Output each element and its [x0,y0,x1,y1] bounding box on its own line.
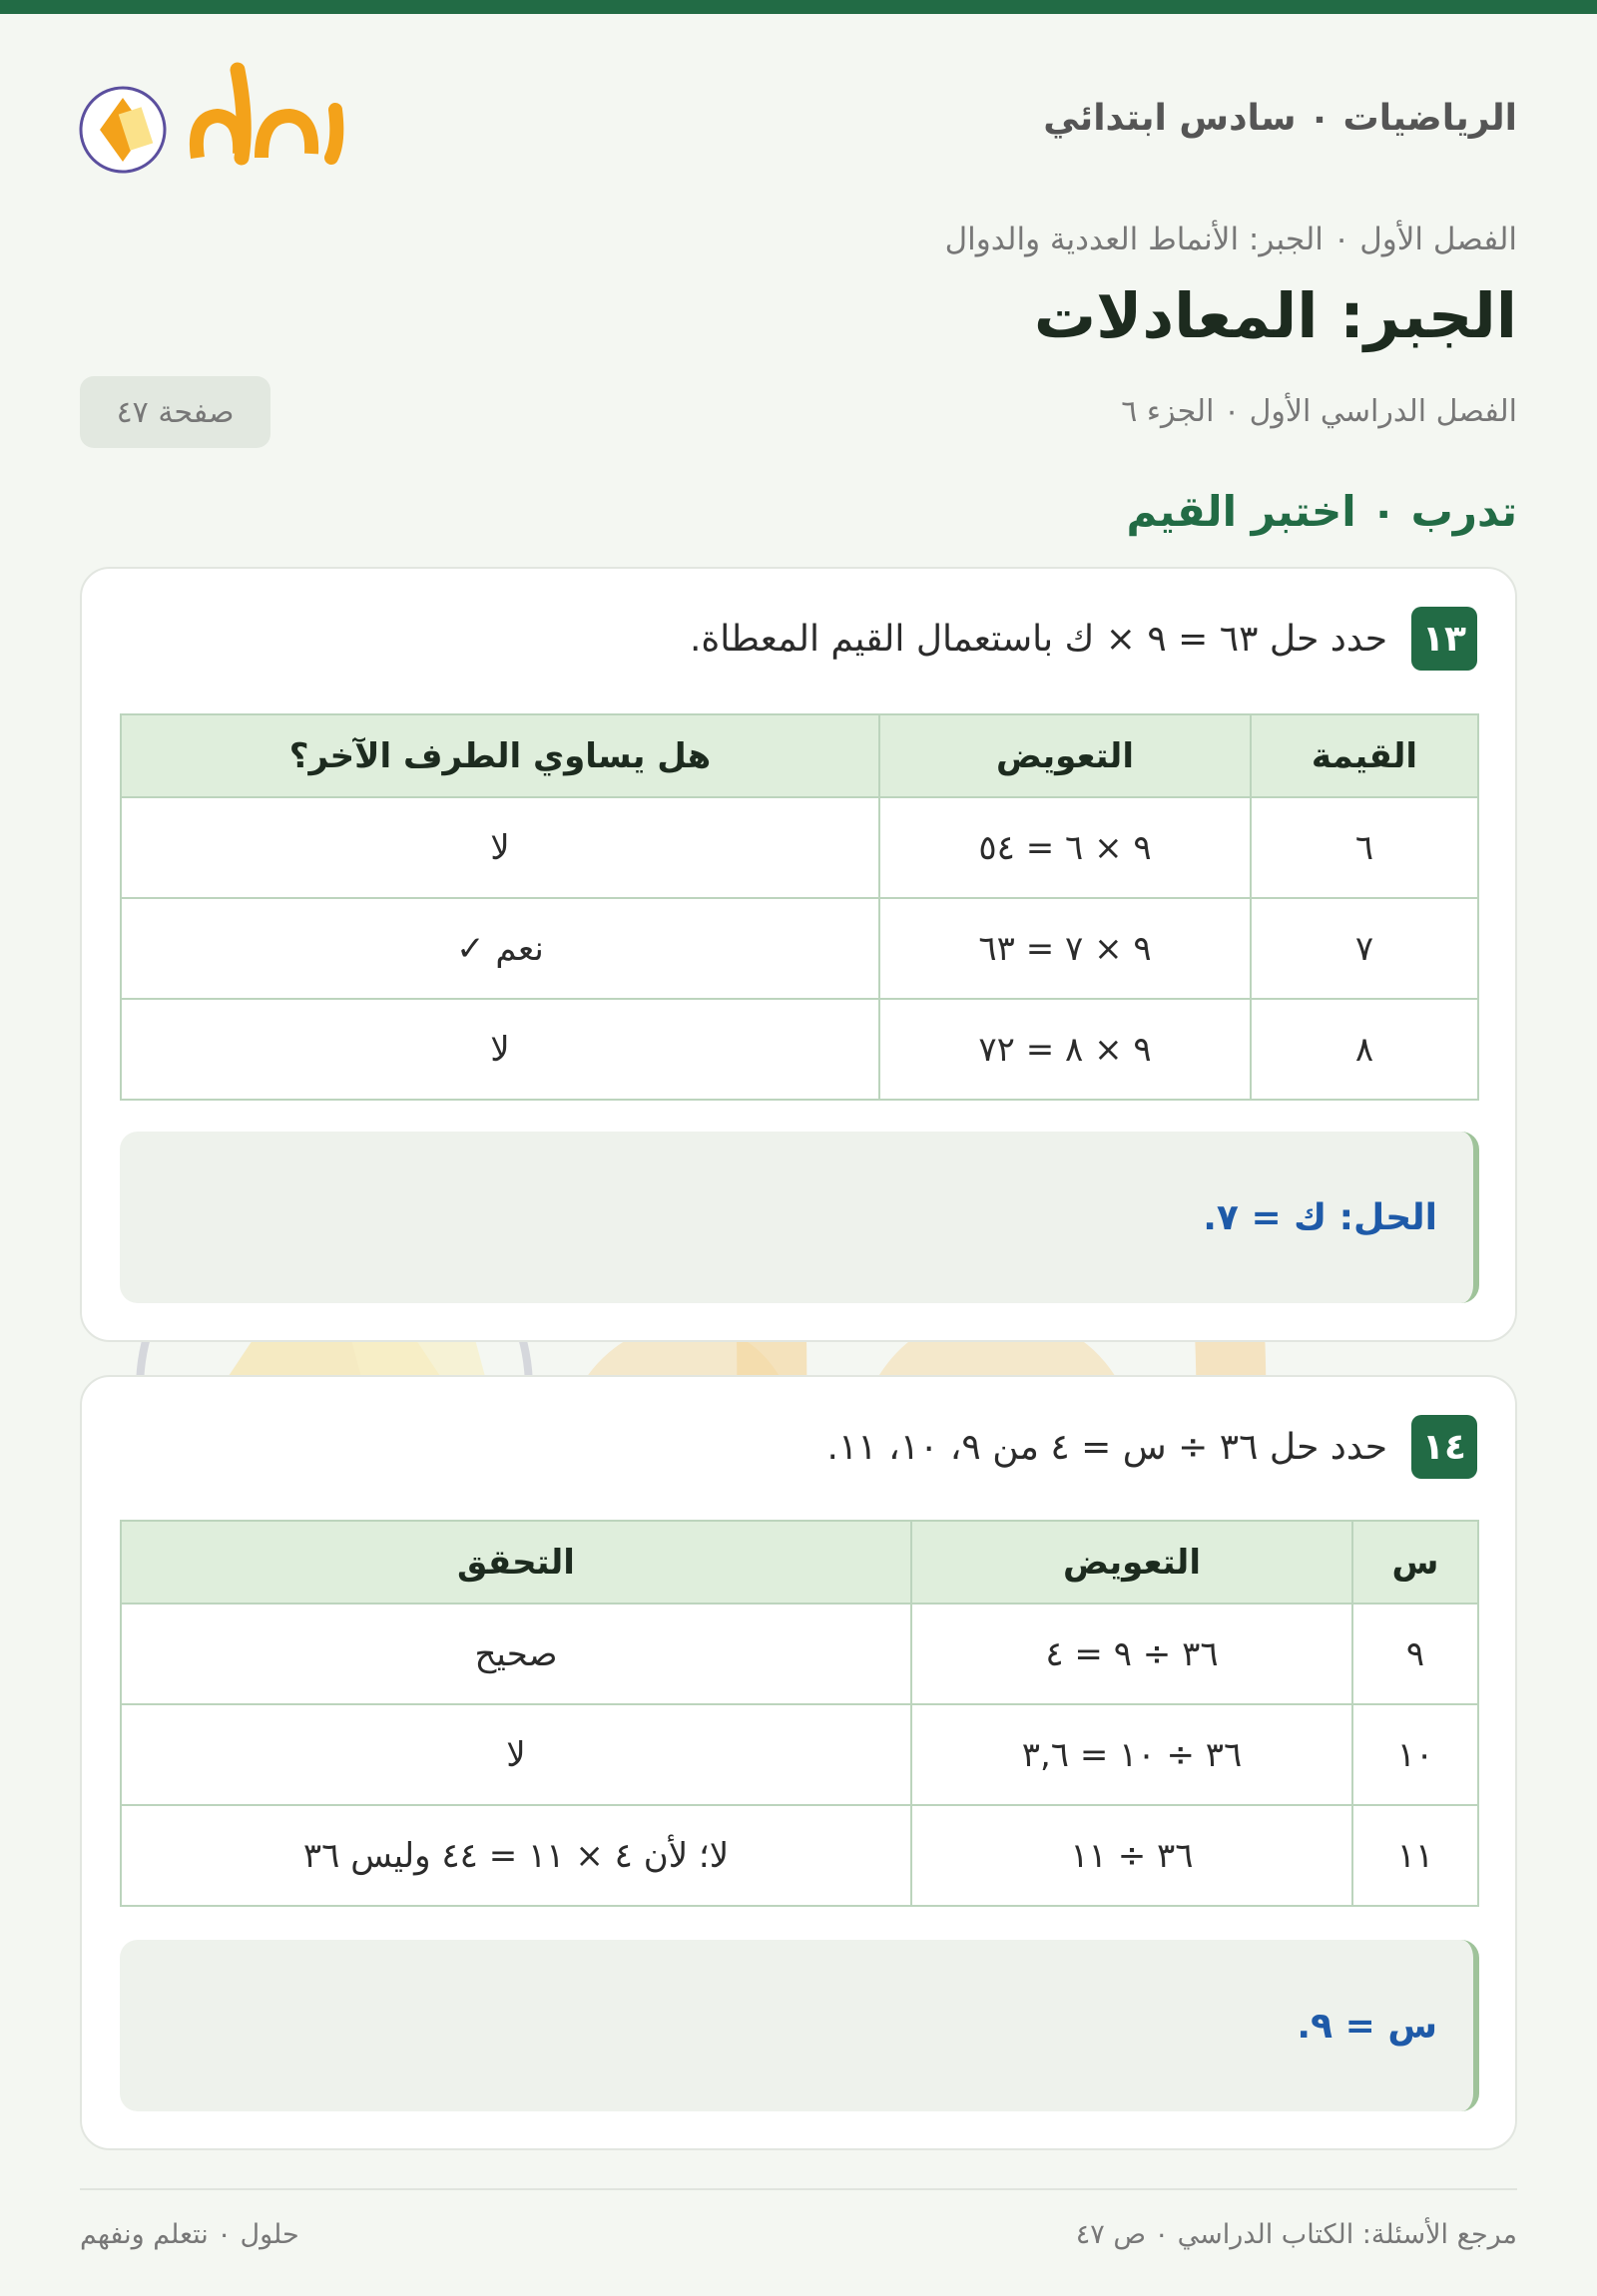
table-cell: لا [121,1704,911,1805]
table-cell: ٣٦ ÷ ١١ [911,1805,1352,1906]
question-card-14 [80,1375,1517,2150]
values-table [120,1520,1479,1907]
table-cell: ٩ × ٦ = ٥٤ [879,797,1251,898]
question-header [690,607,1477,671]
table-cell: ٩ [1352,1604,1478,1704]
page-title: الجبر: المعادلات [1033,279,1517,352]
table-header-row [121,1521,1478,1604]
table-row [121,1604,1478,1704]
question-text: حدد حل ٣٦ ÷ س = ٤ من ٩، ١٠، ١١. [826,1426,1387,1468]
table-cell: ٣٦ ÷ ١٠ = ٣,٦ [911,1704,1352,1805]
column-header: التحقق [121,1521,911,1604]
page-number-badge: صفحة ٤٧ [80,376,270,448]
table-cell: ٩ × ٨ = ٧٢ [879,999,1251,1100]
section-heading: تدرب ٠ اختبر القيم [1126,487,1517,536]
top-accent-bar [0,0,1597,14]
table-row [121,898,1478,999]
column-header: هل يساوي الطرف الآخر؟ [121,714,879,797]
solution-text: س = ٩. [1297,2005,1437,2047]
table-header-row [121,714,1478,797]
question-header [827,1415,1478,1479]
column-header: التعويض [911,1521,1352,1604]
question-number: ١٣ [1411,607,1477,671]
table-cell: لا [121,797,879,898]
column-header: التعويض [879,714,1251,797]
column-header: س [1352,1521,1478,1604]
semester-label: الفصل الدراسي الأول ٠ الجزء ٦ [1121,394,1517,429]
solution-box [120,1940,1479,2111]
footer-brand: حلول ٠ نتعلم ونفهم [80,2219,299,2250]
column-header: القيمة [1251,714,1478,797]
question-card-13 [80,567,1517,1342]
table-cell: ١١ [1352,1805,1478,1906]
table-cell: لا؛ لأن ٤ × ١١ = ٤٤ وليس ٣٦ [121,1805,911,1906]
solution-box [120,1132,1479,1303]
table-cell: صحيح [121,1604,911,1704]
subject-grade: الرياضيات ٠ سادس ابتدائي [1043,98,1517,139]
breadcrumb: الفصل الأول ٠ الجبر: الأنماط العددية والدوال [944,222,1517,257]
table-cell: نعم ✓ [121,898,879,999]
values-table [120,713,1479,1101]
solution-text: الحل: ك = ٧. [1203,1196,1437,1238]
table-cell: ٩ × ٧ = ٦٣ [879,898,1251,999]
table-row [121,1704,1478,1805]
table-cell: ١٠ [1352,1704,1478,1805]
question-text: حدد حل ٦٣ = ٩ × ك باستعمال القيم المعطاة. [689,618,1387,660]
footer-divider [80,2188,1517,2190]
halool-logo [78,62,357,182]
table-cell: ٦ [1251,797,1478,898]
footer-reference: مرجع الأسئلة: الكتاب الدراسي ٠ ص ٤٧ [1075,2219,1517,2250]
table-row [121,999,1478,1100]
table-row [121,797,1478,898]
table-cell: ٧ [1251,898,1478,999]
table-cell: لا [121,999,879,1100]
logo-mark [78,62,357,182]
table-row [121,1805,1478,1906]
question-number: ١٤ [1411,1415,1477,1479]
table-cell: ٨ [1251,999,1478,1100]
table-cell: ٣٦ ÷ ٩ = ٤ [911,1604,1352,1704]
